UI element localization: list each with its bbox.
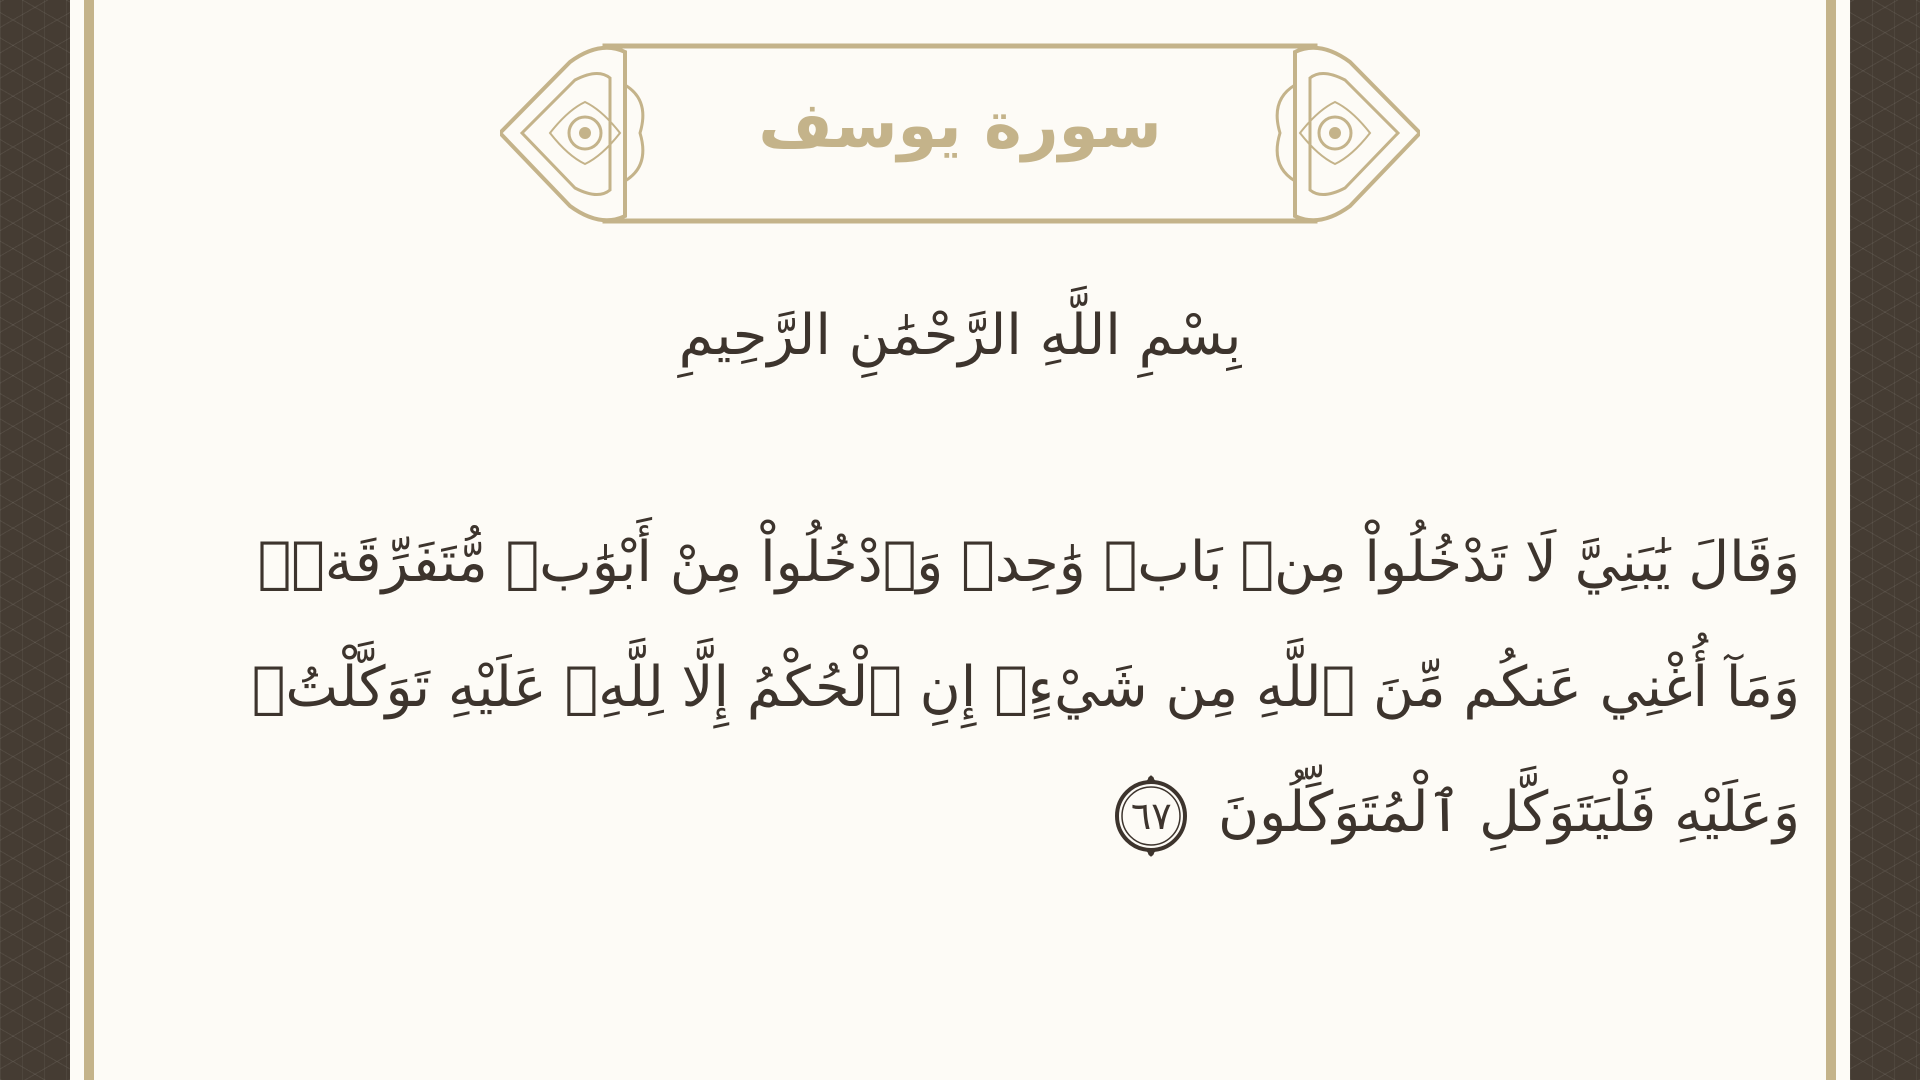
verse-line-3-text: وَعَلَيْهِ فَلْيَتَوَكَّلِ ٱلْمُتَوَكِّلُونَ <box>1218 780 1800 845</box>
verse-line-2: وَمَآ أُغْنِي عَنكُم مِّنَ ٱللَّهِ مِن شَيْءٍۖ إِنِ ٱلْحُكْمُ إِلَّا لِلَّهِۖ عَلَيْهِ تَوَكَّلْتُۖ <box>251 655 1800 720</box>
left-ornamental-border <box>0 0 70 1080</box>
ayah-number: ٦٧ <box>1130 793 1172 838</box>
surah-header-frame <box>500 40 1420 230</box>
verse-text <box>170 500 1800 875</box>
verse-line-1: وَقَالَ يَٰبَنِيَّ لَا تَدْخُلُواْ مِنۢ بَابٖ وَٰحِدٖ وَٱدْخُلُواْ مِنْ أَبْوَٰبٖ مُّتَفَرِّقَةٖۖ <box>257 530 1800 595</box>
ayah-end-marker <box>1108 773 1194 859</box>
right-gold-rule <box>1826 0 1836 1080</box>
basmala: بِسْمِ اللَّهِ الرَّحْمَٰنِ الرَّحِيمِ <box>678 303 1242 368</box>
verse-line-3 <box>170 750 1800 875</box>
left-gold-rule <box>84 0 94 1080</box>
surah-title: سورة يوسف <box>758 89 1162 163</box>
right-ornamental-border <box>1850 0 1920 1080</box>
